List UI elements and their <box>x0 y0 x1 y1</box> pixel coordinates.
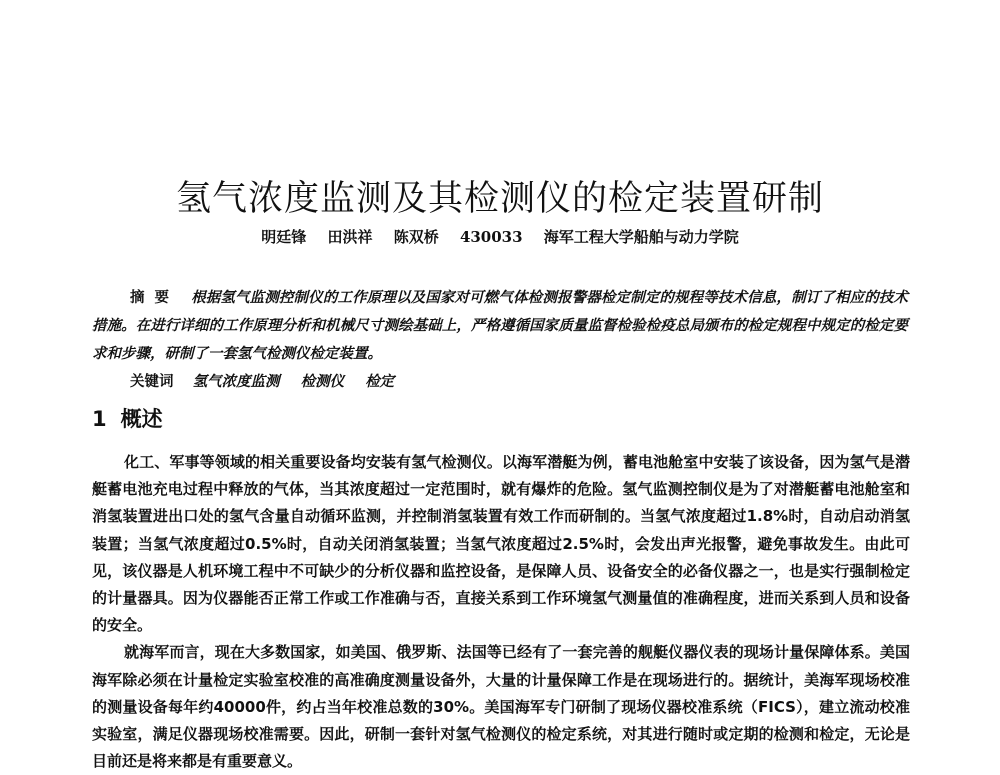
section-number: 1 <box>92 407 107 431</box>
section-title: 概述 <box>120 407 163 431</box>
keyword: 氢气浓度监测 <box>192 373 280 390</box>
keywords-label: 关键词 <box>130 373 174 390</box>
paper-title: 氢气浓度监测及其检测仪的检定装置研制 <box>175 179 824 220</box>
section-heading <box>92 403 163 433</box>
body-text <box>92 449 910 775</box>
affiliation: 海军工程大学船舶与动力学院 <box>543 228 739 246</box>
keyword: 检定 <box>365 373 395 390</box>
paragraph: 化工、军事等领域的相关重要设备均安装有氢气检测仪。以海军潜艇为例，蓄电池舱室中安装了该设备，因为氢气是潜艇蓄电池充电过程中释放的气体，当其浓度超过一定范围时，就有爆炸的危险。氢气监测控制仪是为了对潜艇蓄电池舱室和消氢装置进出口处的氢气含量自动循环监测，并控制消氢装置有效工作而研制的。当氢气浓度超过1.8%时，自动启动消氢装置；当氢气浓度超过0.5%时，自动关闭消氢装置；当氢气浓度超过2.5%时，会发出声光报警，避免事故发生。由此可见，该仪器是人机环境工程中不可缺少的分析仪器和监控设备，是保障人员、设备安全的必备仪器之一，也是实行强制检定的计量器具。因为仪器能否正常工作或工作准确与否，直接关系到工作环境氢气测量值的准确程度，进而关系到人员和设备的安全。 <box>92 453 910 635</box>
abstract <box>92 284 908 368</box>
author-name: 田洪祥 <box>327 228 373 246</box>
paragraph: 就海军而言，现在大多数国家，如美国、俄罗斯、法国等已经有了一套完善的舰艇仪器仪表的现场计量保障体系。美国海军除必须在计量检定实验室校准的高准确度测量设备外，大量的计量保障工作是在现场进行的。据统计，美海军现场校准的测量设备每年约40000件，约占当年校准总数的30%。美国海军专门研制了现场仪器校准系统（FICS），建立流动校准实验室，满足仪器现场校准需要。因此，研制一套针对氢气检测仪的检定系统，对其进行随时或定期的检测和检定，无论是目前还是将来都是有重要意义。 <box>92 643 910 771</box>
author-name: 陈双桥 <box>393 228 439 246</box>
keyword: 检测仪 <box>300 373 345 390</box>
author-line <box>0 226 1000 247</box>
keywords <box>130 368 410 396</box>
abstract-label: 摘要 <box>130 289 179 306</box>
author-name: 明廷锋 <box>261 228 307 246</box>
postcode: 430033 <box>459 228 523 246</box>
abstract-text: 根据氢气监测控制仪的工作原理以及国家对可燃气体检测报警器检定制定的规程等技术信息，制订了相应的技术措施。在进行详细的工作原理分析和机械尺寸测绘基础上，严格遵循国家质量监督检验检疫总局颁布的检定规程中规定的检定要求和步骤，研制了一套氢气检测仪检定装置。 <box>92 289 908 362</box>
